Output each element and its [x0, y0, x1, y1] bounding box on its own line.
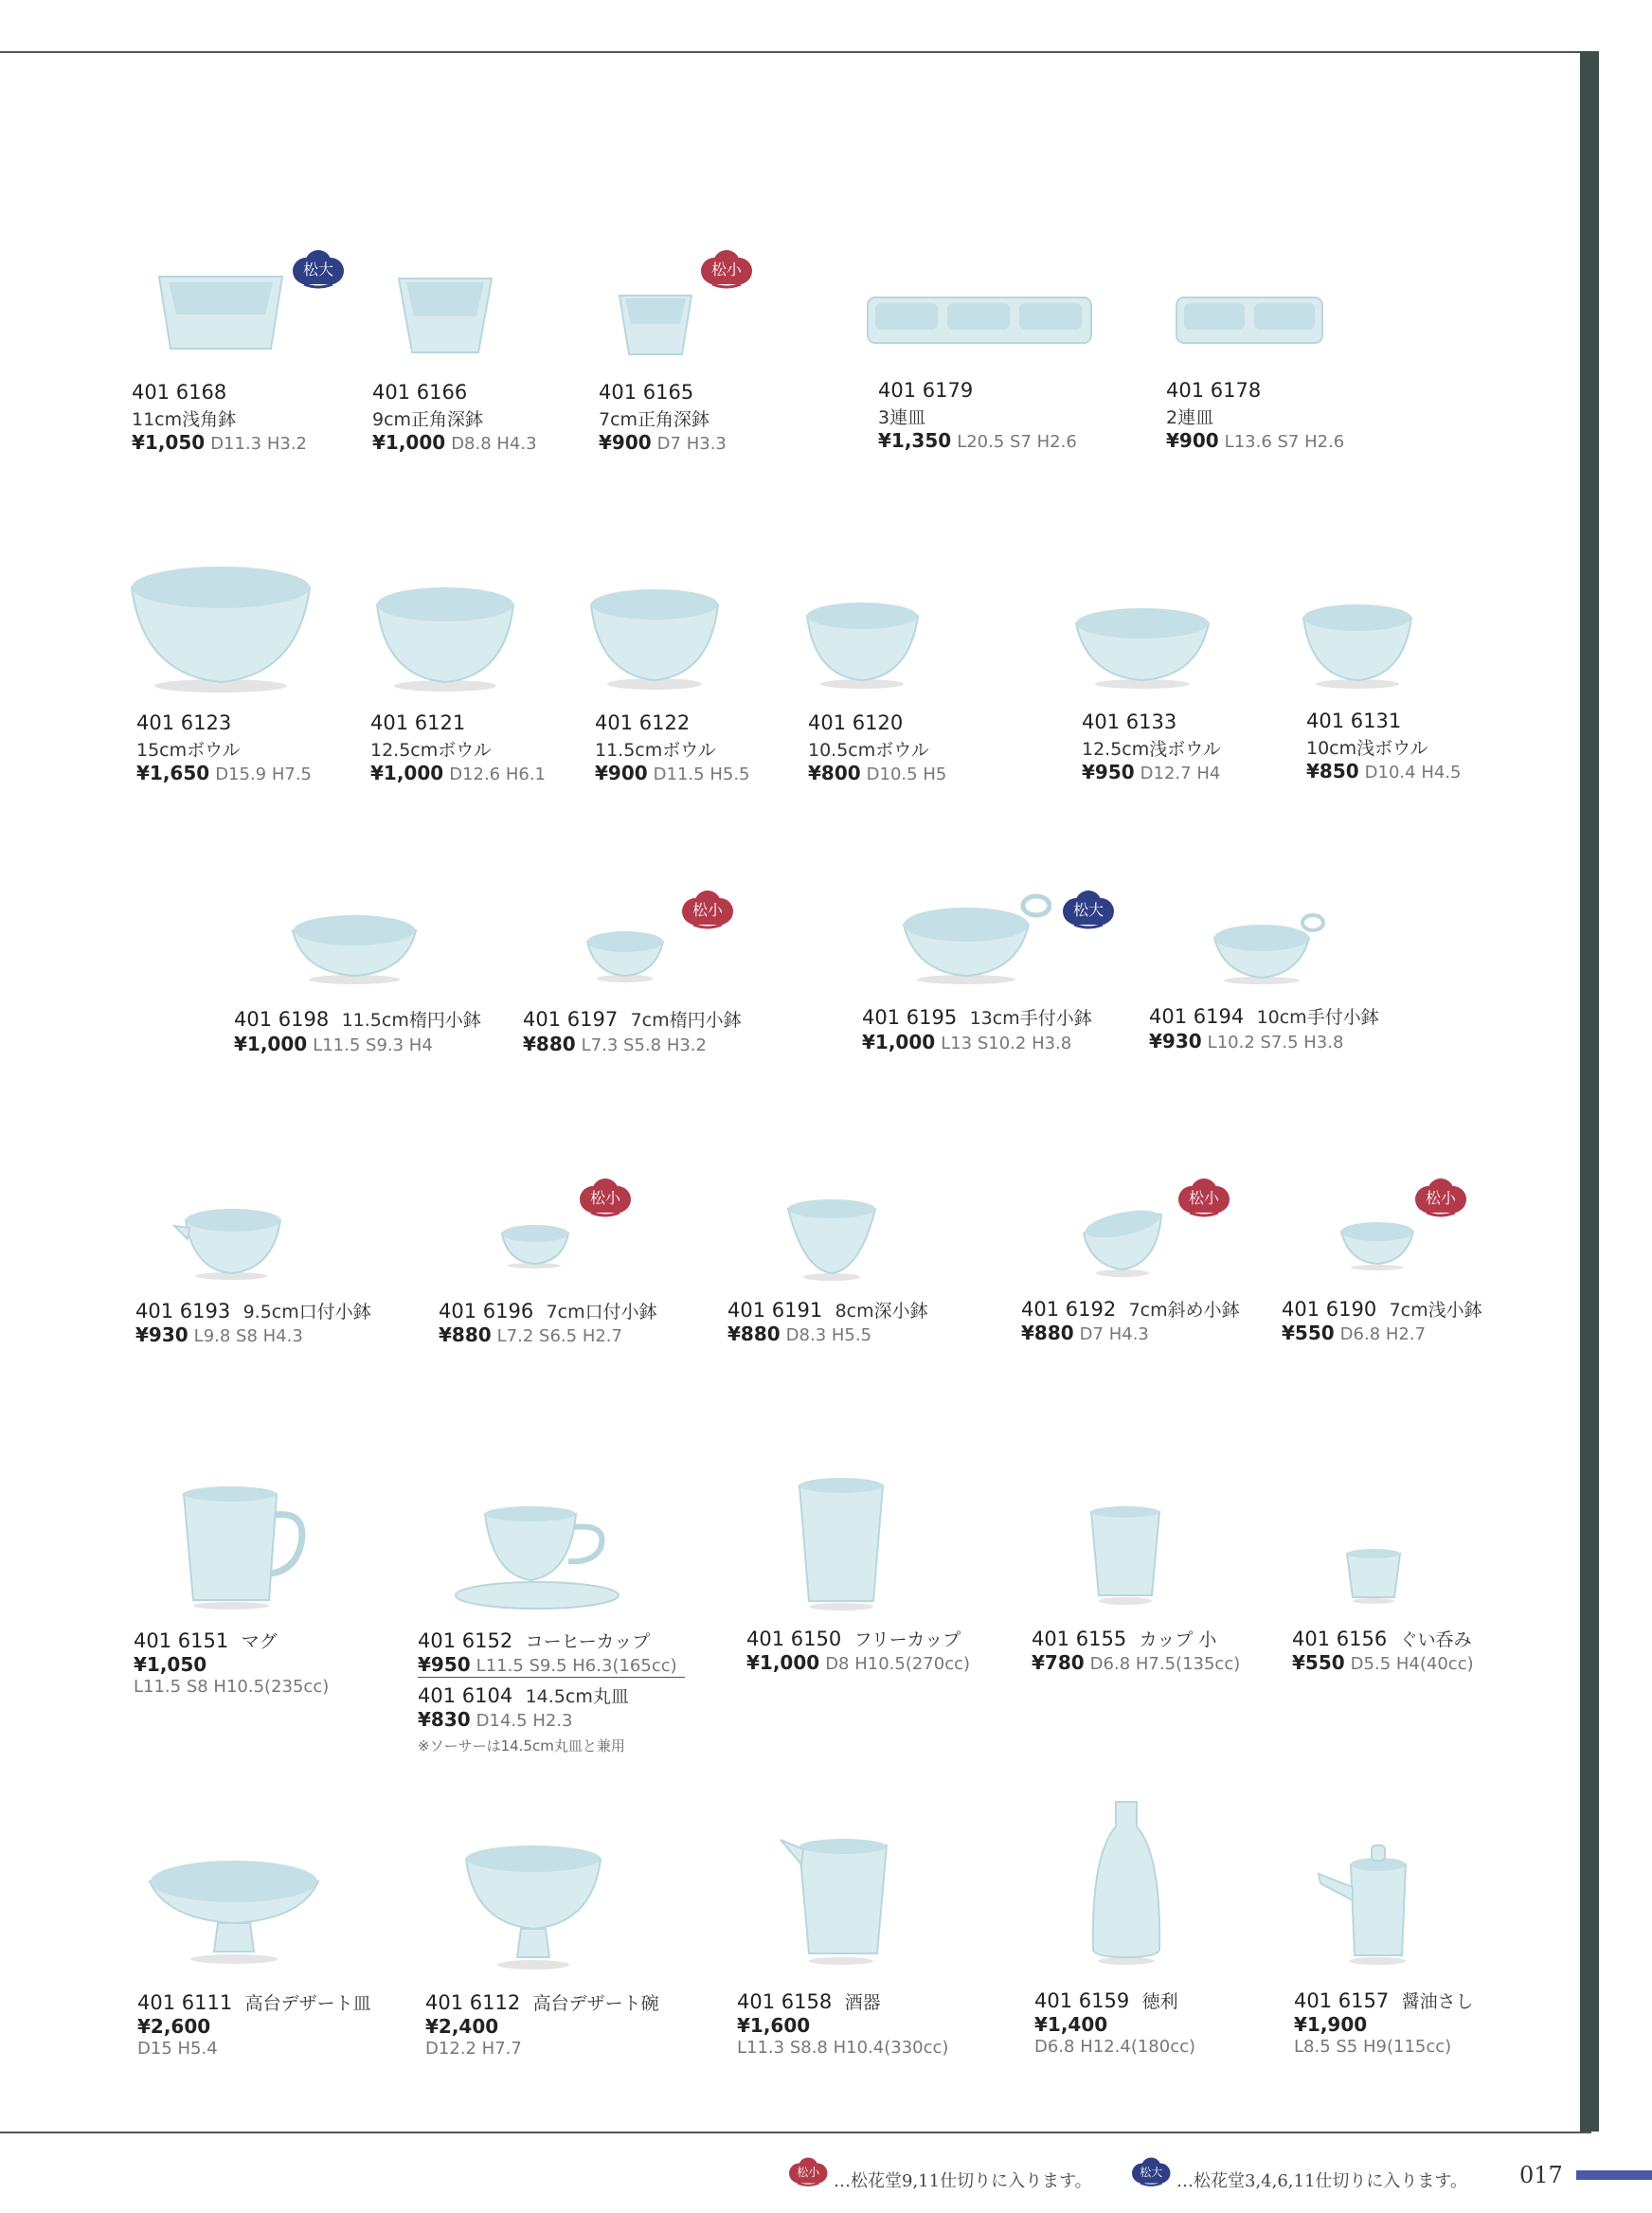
- product-code: 401 6112: [425, 1991, 521, 2014]
- product-dims: D14.5 H2.3: [476, 1711, 573, 1731]
- product-dims: L9.8 S8 H4.3: [193, 1326, 303, 1346]
- product-price: ¥1,900: [1294, 2013, 1368, 2036]
- product-photo-shallow-bowl: [1300, 599, 1415, 690]
- product-price: ¥1,600: [737, 2014, 811, 2037]
- product-price: ¥780: [1032, 1651, 1085, 1674]
- product-code: 401 6196: [439, 1300, 534, 1322]
- product-code: 401 6111: [137, 1991, 233, 2014]
- product-photo-tokkuri: [1089, 1798, 1163, 1965]
- product-photo-mug: [178, 1483, 307, 1610]
- product-code: 401 6194: [1149, 1005, 1245, 1028]
- badge-small: 松小: [697, 248, 756, 290]
- product-code: 401 6197: [523, 1008, 619, 1031]
- product-code: 401 6192: [1021, 1298, 1117, 1321]
- product-dims: D11.3 H3.2: [210, 434, 308, 454]
- product-name: コーヒーカップ: [525, 1631, 651, 1652]
- product-price: ¥950: [1082, 761, 1135, 783]
- product-price-line: [599, 431, 727, 454]
- product-price-line: [878, 429, 1077, 452]
- product-code: 401 6133: [1082, 711, 1177, 733]
- product-name: 11.5cm楕円小鉢: [341, 1010, 481, 1031]
- product-code: 401 6151: [134, 1629, 229, 1652]
- product-price-line: [1034, 2013, 1113, 2036]
- product-price: ¥1,050: [132, 431, 206, 454]
- badge-small: 松小: [1411, 1177, 1470, 1218]
- product-code-name: [418, 1628, 650, 1653]
- product-code: 401 6191: [727, 1299, 823, 1322]
- product-code-name: [418, 1682, 629, 1708]
- legend-large-text: …松花堂3,4,6,11仕切りに入ります。: [1176, 2171, 1467, 2191]
- product-price: ¥880: [439, 1323, 492, 1346]
- product-photo-coffee-cup: [453, 1504, 621, 1610]
- product-code: 401 6179: [878, 379, 974, 402]
- product-dims: D7 H4.3: [1079, 1324, 1149, 1344]
- product-code: 401 6178: [1166, 379, 1262, 402]
- legend-small-text: …松花堂9,11仕切りに入ります。: [834, 2171, 1092, 2191]
- product-code: 401 6158: [737, 1990, 833, 2013]
- product-photo-footed-bowl: [462, 1842, 604, 1970]
- side-bar: [1580, 51, 1599, 2132]
- product-code: 401 6122: [595, 711, 691, 734]
- product-code: 401 6123: [136, 711, 232, 734]
- product-name: 醤油さし: [1401, 1991, 1474, 2012]
- product-price-line: [1294, 2013, 1373, 2036]
- product-dims: D6.8 H7.5(135cc): [1089, 1654, 1241, 1674]
- product-name: 10.5cmボウル: [808, 740, 929, 761]
- product-price-line: [808, 762, 946, 784]
- product-photo-spouted-bowl: [172, 1201, 284, 1281]
- product-name: 9.5cm口付小鉢: [242, 1302, 371, 1322]
- product-photo-triple-dish: [864, 292, 1096, 349]
- product-code-name: [523, 1006, 742, 1032]
- product-name: 7cm口付小鉢: [546, 1302, 657, 1322]
- product-photo-bowl: [128, 561, 313, 693]
- product-code: 401 6190: [1282, 1298, 1377, 1321]
- product-dims: L20.5 S7 H2.6: [957, 432, 1077, 452]
- product-dims: L7.2 S6.5 H2.7: [496, 1326, 622, 1346]
- bottom-rule: [0, 2132, 1591, 2133]
- page-number: 017: [1519, 2162, 1563, 2188]
- product-photo-soy-pourer: [1315, 1836, 1419, 1965]
- product-code-name: [135, 1298, 371, 1323]
- product-code-name: [727, 1297, 928, 1322]
- product-price-line: [1082, 761, 1220, 783]
- product-photo-handled-bowl: [1211, 911, 1326, 985]
- product-name: 14.5cm丸皿: [525, 1686, 629, 1707]
- product-dims: D6.8 H2.7: [1339, 1324, 1427, 1344]
- product-price: ¥1,000: [372, 431, 446, 454]
- product-photo-footed-plate: [146, 1853, 322, 1965]
- legend-badge-large: 松大: [1129, 2156, 1174, 2187]
- product-code: 401 6156: [1292, 1628, 1388, 1650]
- product-code-name: [234, 1006, 481, 1032]
- product-dims: L11.5 S9.5 H6.3(165cc): [476, 1656, 677, 1676]
- product-code: 401 6157: [1294, 1989, 1390, 2012]
- product-price-line: [727, 1322, 871, 1345]
- product-name: 3連皿: [878, 407, 926, 428]
- product-dims: D7 H3.3: [656, 434, 727, 454]
- product-photo-small-cup: [1087, 1504, 1163, 1605]
- product-price-line: [135, 1323, 303, 1346]
- product-dims: D10.4 H4.5: [1364, 763, 1462, 783]
- product-name: 徳利: [1141, 1991, 1178, 2012]
- badge-small: 松小: [678, 889, 737, 930]
- product-code: 401 6165: [599, 381, 694, 404]
- product-dims: L11.3 S8.8 H10.4(330cc): [737, 2038, 949, 2058]
- product-photo-square-bowl: [150, 265, 292, 360]
- product-price-line: [234, 1033, 433, 1055]
- saucer-note: ※ソーサーは14.5cm丸皿と兼用: [418, 1737, 625, 1754]
- product-price-line: [418, 1708, 573, 1731]
- product-code: 401 6150: [746, 1628, 842, 1650]
- product-price: ¥900: [599, 431, 652, 454]
- product-photo-bowl: [803, 597, 922, 690]
- product-price-line: [1166, 429, 1344, 452]
- product-dims: L10.2 S7.5 H3.8: [1207, 1033, 1344, 1053]
- product-name: マグ: [241, 1631, 278, 1652]
- product-price-line: [439, 1323, 622, 1346]
- product-code: 401 6120: [808, 711, 904, 734]
- product-code: 401 6152: [418, 1629, 513, 1652]
- product-code: 401 6195: [862, 1006, 958, 1029]
- product-name: 酒器: [844, 1992, 881, 2013]
- product-price-line: [137, 2015, 216, 2038]
- product-code-name: [737, 1988, 881, 2014]
- product-dims: D15 H5.4: [137, 2039, 218, 2059]
- product-code-name: [1034, 1988, 1178, 2013]
- legend-badge-small: 松小: [786, 2156, 831, 2187]
- product-name: 2連皿: [1166, 407, 1214, 428]
- product-price: ¥550: [1292, 1651, 1345, 1674]
- product-price-line: [418, 1653, 677, 1676]
- product-price: ¥880: [1021, 1322, 1074, 1344]
- product-photo-double-dish: [1173, 292, 1326, 349]
- product-price: ¥1,350: [878, 429, 952, 452]
- product-price: ¥830: [418, 1708, 471, 1731]
- product-code-name: [746, 1626, 961, 1651]
- product-price: ¥880: [727, 1322, 781, 1345]
- product-name: 7cm斜め小鉢: [1128, 1300, 1240, 1321]
- product-price-line: [737, 2014, 816, 2037]
- product-photo-handled-bowl: [900, 891, 1051, 985]
- product-price-line: [746, 1651, 970, 1674]
- product-price: ¥1,400: [1034, 2013, 1108, 2036]
- product-code-name: [425, 1989, 659, 2015]
- product-code-name: [1032, 1626, 1216, 1651]
- product-name: フリーカップ: [853, 1629, 961, 1650]
- badge-small: 松小: [576, 1177, 635, 1218]
- product-price: ¥930: [1149, 1030, 1202, 1053]
- product-photo-shallow-bowl: [1072, 603, 1212, 690]
- product-name: 10cm浅ボウル: [1306, 738, 1428, 759]
- product-photo-shallow-bowl: [1338, 1218, 1417, 1271]
- product-code: 401 6198: [234, 1008, 330, 1031]
- product-code-name: [137, 1989, 371, 2015]
- product-price-line: [425, 2015, 504, 2038]
- product-name: 高台デザート皿: [244, 1993, 371, 2014]
- product-code: 401 6166: [372, 381, 468, 404]
- product-name: 10cm手付小鉢: [1256, 1007, 1379, 1028]
- product-dims: L13 S10.2 H3.8: [941, 1034, 1072, 1053]
- product-price: ¥1,050: [134, 1653, 207, 1676]
- product-photo-deep-bowl: [784, 1196, 879, 1281]
- product-dims: D6.8 H12.4(180cc): [1034, 2037, 1196, 2057]
- product-photo-oval-bowl: [584, 927, 667, 983]
- product-price: ¥900: [1166, 429, 1219, 452]
- product-dims: D12.6 H6.1: [449, 765, 547, 784]
- product-dims: D8.3 H5.5: [785, 1325, 872, 1345]
- product-price: ¥850: [1306, 760, 1359, 783]
- product-price: ¥900: [595, 762, 648, 784]
- product-dims: D8.8 H4.3: [451, 434, 537, 454]
- product-price: ¥1,000: [746, 1651, 820, 1674]
- product-dims: D12.2 H7.7: [425, 2039, 522, 2059]
- product-photo-sake-pitcher: [779, 1832, 894, 1965]
- product-price: ¥1,000: [234, 1033, 308, 1055]
- product-name: ぐい呑み: [1399, 1629, 1472, 1650]
- product-name: カップ 小: [1139, 1629, 1217, 1650]
- product-dims: L8.5 S5 H9(115cc): [1294, 2037, 1452, 2057]
- product-photo-square-bowl: [393, 273, 497, 360]
- product-name: 12.5cm浅ボウル: [1082, 739, 1221, 760]
- product-price-line: [372, 431, 537, 454]
- product-price: ¥950: [418, 1653, 471, 1676]
- product-code-name: [1292, 1626, 1472, 1651]
- product-price: ¥880: [523, 1033, 576, 1055]
- product-price: ¥930: [135, 1323, 189, 1346]
- product-price-line: [370, 762, 546, 784]
- product-dims: L11.5 S9.3 H4: [313, 1035, 433, 1055]
- product-dims: L7.3 S5.8 H3.2: [581, 1035, 707, 1055]
- product-photo-sake-cup: [1343, 1546, 1404, 1605]
- product-price-line: [132, 431, 307, 454]
- product-photo-slanted-bowl: [1080, 1205, 1165, 1277]
- product-name: 15cmボウル: [136, 740, 241, 761]
- product-price: ¥550: [1282, 1322, 1335, 1344]
- product-price-line: [1282, 1322, 1426, 1344]
- product-photo-free-cup: [796, 1476, 887, 1610]
- product-code-name: [439, 1298, 657, 1323]
- product-price: ¥1,650: [136, 762, 210, 784]
- product-dims: D5.5 H4(40cc): [1350, 1654, 1474, 1674]
- product-code: 401 6121: [370, 711, 466, 734]
- product-price-line: [1306, 760, 1462, 783]
- product-price-line: [1032, 1651, 1240, 1674]
- product-name: 高台デザート碗: [532, 1993, 659, 2014]
- badge-large: 松大: [289, 248, 348, 290]
- product-price: ¥1,000: [862, 1031, 936, 1053]
- product-name: 7cm楕円小鉢: [630, 1010, 742, 1031]
- product-name: 8cm深小鉢: [835, 1301, 928, 1322]
- product-dims: L11.5 S8 H10.5(235cc): [134, 1677, 330, 1697]
- page-bar: [1576, 2170, 1652, 2180]
- product-photo-bowl: [373, 582, 517, 692]
- product-dims: D8 H10.5(270cc): [825, 1654, 971, 1674]
- product-name: 7cm浅小鉢: [1389, 1300, 1482, 1321]
- product-price-line: [134, 1653, 212, 1676]
- product-price: ¥2,600: [137, 2015, 211, 2038]
- product-name: 7cm正角深鉢: [599, 409, 710, 430]
- product-code-name: [1294, 1988, 1474, 2013]
- product-price-line: [862, 1031, 1071, 1053]
- product-price-line: [595, 762, 750, 784]
- product-name: 12.5cmボウル: [370, 740, 492, 761]
- product-photo-bowl: [587, 584, 722, 690]
- product-price-line: [136, 762, 312, 784]
- badge-small: 松小: [1175, 1177, 1233, 1218]
- product-code-name: [862, 1004, 1092, 1030]
- product-code: 401 6155: [1032, 1628, 1127, 1650]
- product-price-line: [1292, 1651, 1474, 1674]
- product-code-name: [1282, 1296, 1482, 1322]
- product-code: 401 6159: [1034, 1989, 1130, 2012]
- product-price-line: [523, 1033, 707, 1055]
- product-code-name: [134, 1628, 278, 1653]
- product-code: 401 6193: [135, 1300, 231, 1322]
- product-price-line: [1149, 1030, 1343, 1053]
- product-name: 13cm手付小鉢: [969, 1008, 1092, 1029]
- product-dims: L13.6 S7 H2.6: [1224, 432, 1345, 452]
- divider: [418, 1677, 685, 1678]
- product-dims: D10.5 H5: [866, 765, 947, 784]
- product-code: 401 6104: [418, 1684, 513, 1707]
- product-dims: D15.9 H7.5: [215, 765, 313, 784]
- product-price: ¥800: [808, 762, 861, 784]
- product-name: 9cm正角深鉢: [372, 409, 484, 430]
- product-dims: D11.5 H5.5: [653, 765, 750, 784]
- product-photo-spouted-bowl: [493, 1220, 572, 1269]
- product-price: ¥1,000: [370, 762, 444, 784]
- product-code: 401 6168: [132, 381, 227, 404]
- product-price-line: [1021, 1322, 1149, 1344]
- product-photo-square-bowl: [616, 290, 696, 360]
- product-dims: D12.7 H4: [1140, 764, 1221, 783]
- badge-large: 松大: [1059, 889, 1118, 930]
- product-photo-oval-bowl: [289, 909, 420, 985]
- product-code-name: [1149, 1003, 1379, 1029]
- product-code: 401 6131: [1306, 710, 1402, 732]
- product-price: ¥2,400: [425, 2015, 499, 2038]
- top-rule: [0, 51, 1591, 53]
- product-code-name: [1021, 1296, 1240, 1322]
- product-name: 11.5cmボウル: [595, 740, 716, 761]
- product-name: 11cm浅角鉢: [132, 409, 237, 430]
